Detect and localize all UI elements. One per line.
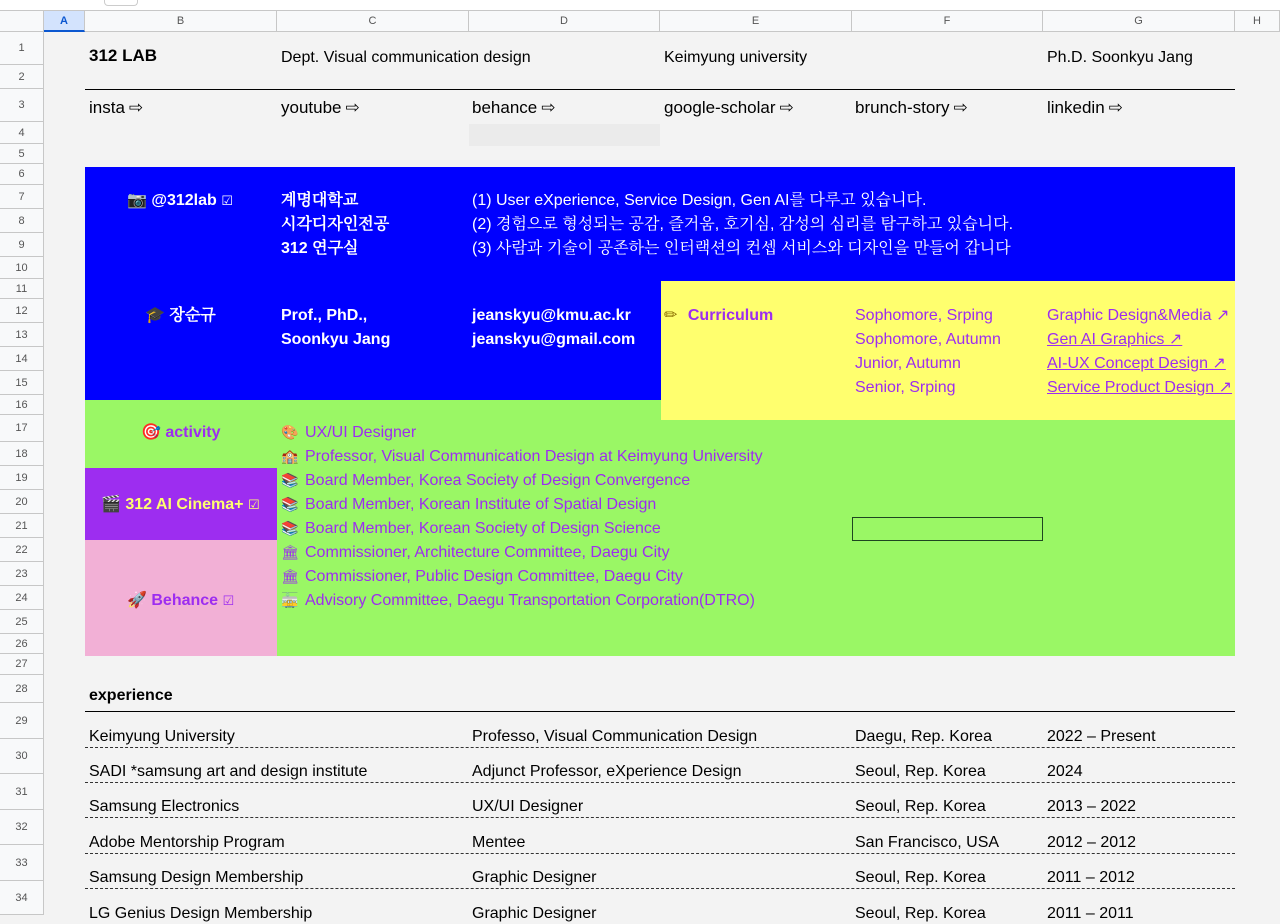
experience-org: LG Genius Design Membership [89, 905, 313, 922]
activity-item-text: Board Member, Korea Society of Design Convergence [305, 472, 691, 489]
row-header-16[interactable]: 16 [0, 395, 44, 415]
experience-place: Seoul, Rep. Korea [855, 798, 986, 815]
link-linkedin[interactable] [1047, 98, 1123, 118]
curriculum-term: Sophomore, Autumn [855, 331, 1001, 348]
experience-org: Adobe Mentorship Program [89, 834, 285, 851]
rocket-icon: 🚀 [127, 592, 147, 609]
university-text: Keimyung university [664, 49, 808, 66]
course-link[interactable]: Gen AI Graphics ↗ [1047, 331, 1183, 348]
row-header-2[interactable]: 2 [0, 65, 44, 89]
experience-org: Samsung Electronics [89, 798, 240, 815]
activity-item [281, 495, 656, 515]
experience-role: Mentee [472, 834, 526, 851]
row-header-20[interactable]: 20 [0, 490, 44, 514]
course-link[interactable]: Service Product Design ↗ [1047, 379, 1233, 396]
experience-period: 2022 – Present [1047, 728, 1156, 745]
row-header-18[interactable]: 18 [0, 442, 44, 466]
row-header-4[interactable]: 4 [0, 122, 44, 144]
activity-item-icon: 📚 [281, 473, 299, 489]
header-divider [85, 89, 1235, 90]
column-header-c[interactable]: C [277, 10, 469, 32]
graduation-cap-icon: 🎓 [145, 307, 165, 324]
row-header-23[interactable]: 23 [0, 562, 44, 586]
activity-item [281, 519, 661, 539]
row-header-1[interactable]: 1 [0, 32, 44, 65]
row-divider [85, 747, 1235, 748]
activity-item-text: Board Member, Korean Society of Design Science [305, 520, 661, 537]
row-header-26[interactable]: 26 [0, 634, 44, 654]
row-header-28[interactable]: 28 [0, 675, 44, 703]
activity-item-text: Commissioner, Public Design Committee, Daegu City [305, 568, 683, 585]
curriculum-term: Senior, Srping [855, 379, 956, 396]
curriculum-term: Junior, Autumn [855, 355, 961, 372]
activity-item-icon: 🚋 [281, 593, 299, 609]
row-divider [85, 853, 1235, 854]
link-behance[interactable] [472, 98, 555, 118]
email-2[interactable]: jeanskyu@gmail.com [472, 331, 636, 348]
experience-period: 2011 – 2011 [1047, 905, 1134, 922]
row-header-30[interactable]: 30 [0, 739, 44, 774]
target-icon: 🎯 [141, 424, 161, 441]
link-google-scholar[interactable] [664, 98, 794, 118]
column-header-h[interactable]: H [1235, 10, 1280, 32]
link-label: linkedin [1047, 98, 1105, 117]
course-link[interactable]: Graphic Design&Media ↗ [1047, 307, 1230, 324]
activity-block [85, 400, 661, 420]
row-header-11[interactable]: 11 [0, 279, 44, 299]
row-header-9[interactable]: 9 [0, 233, 44, 257]
experience-place: San Francisco, USA [855, 834, 1000, 851]
activity-item [281, 471, 690, 491]
experience-period: 2012 – 2012 [1047, 834, 1136, 851]
column-header-a[interactable]: A [44, 10, 85, 32]
activity-item [281, 543, 670, 563]
experience-divider [85, 711, 1235, 712]
activity-item-icon: 📚 [281, 521, 299, 537]
link-label: youtube [281, 98, 342, 117]
pencil-icon: ✏ [664, 307, 678, 324]
row-header-8[interactable]: 8 [0, 209, 44, 233]
experience-place: Daegu, Rep. Korea [855, 728, 992, 745]
camera-icon: 📷 [127, 192, 147, 209]
handle-text: @312lab [151, 192, 217, 209]
link-insta[interactable] [89, 98, 143, 118]
arrow-right-icon: ⇨ [128, 98, 144, 117]
clapper-icon: 🎬 [101, 496, 121, 513]
experience-place: Seoul, Rep. Korea [855, 869, 986, 886]
row-divider [85, 817, 1235, 818]
activity-item-icon: 🎨 [281, 425, 299, 441]
experience-place: Seoul, Rep. Korea [855, 763, 986, 780]
experience-role: Adjunct Professor, eXperience Design [472, 763, 742, 780]
row-header-17[interactable]: 17 [0, 415, 44, 442]
column-header-b[interactable]: B [85, 10, 277, 32]
activity-item [281, 423, 416, 443]
activity-item-icon: 📚 [281, 497, 299, 513]
experience-period: 2013 – 2022 [1047, 798, 1136, 815]
org-line-1: 계명대학교 [281, 192, 359, 209]
desc-line-1: (1) User eXperience, Service Design, Gen AI를 다루고 있습니다. [472, 192, 927, 209]
checkbox-icon: ☑ [247, 497, 260, 512]
row-header-27[interactable]: 27 [0, 654, 44, 675]
row-header-24[interactable]: 24 [0, 586, 44, 610]
email-1[interactable]: jeanskyu@kmu.ac.kr [472, 307, 631, 324]
experience-title: experience [89, 687, 173, 704]
activity-item-icon: 🏛 [281, 545, 299, 561]
experience-org: Keimyung University [89, 728, 235, 745]
row-header-13[interactable]: 13 [0, 323, 44, 347]
curriculum-term: Sophomore, Srping [855, 307, 993, 324]
arrow-right-icon: ⇨ [1108, 98, 1123, 117]
activity-item-icon: 🏛 [281, 569, 299, 585]
activity-item-text: Board Member, Korean Institute of Spatial Design [305, 496, 657, 513]
row-divider [85, 782, 1235, 783]
link-youtube[interactable] [281, 98, 360, 118]
row-header-31[interactable]: 31 [0, 774, 44, 810]
checkbox-icon: ☑ [221, 193, 233, 208]
experience-period: 2024 [1047, 763, 1083, 780]
row-header-34[interactable]: 34 [0, 881, 44, 915]
row-header-12[interactable]: 12 [0, 299, 44, 323]
experience-org: Samsung Design Membership [89, 869, 304, 886]
activity-item-text: Commissioner, Architecture Committee, Daegu City [305, 544, 670, 561]
activity-item [281, 447, 763, 467]
activity-label [141, 423, 221, 443]
activity-item [281, 591, 755, 611]
lab-title: 312 LAB [89, 46, 158, 65]
profile-name-kr [145, 306, 216, 326]
dept-text: Dept. Visual communication design [281, 49, 531, 66]
cinema-text: 312 AI Cinema+ [125, 496, 244, 513]
curriculum-label [664, 306, 773, 326]
link-label: insta [89, 98, 125, 117]
row-header-25[interactable]: 25 [0, 610, 44, 634]
desc-line-3: (3) 사람과 기술이 공존하는 인터랙션의 컨셉 서비스와 디자인을 만들어 갑니다 [472, 240, 1011, 257]
row-header-32[interactable]: 32 [0, 810, 44, 845]
row-header-6[interactable]: 6 [0, 164, 44, 185]
instagram-handle[interactable] [127, 191, 233, 211]
person-text: Ph.D. Soonkyu Jang [1047, 49, 1193, 66]
column-header-f[interactable]: F [852, 10, 1043, 32]
activity-item-text: Professor, Visual Communication Design at Keimyung University [305, 448, 763, 465]
activity-item [281, 567, 683, 587]
arrow-right-icon: ⇨ [779, 98, 794, 117]
curriculum-text: Curriculum [687, 307, 774, 324]
link-brunch-story[interactable] [855, 98, 968, 118]
experience-role: UX/UI Designer [472, 798, 584, 815]
column-header-d[interactable]: D [469, 10, 660, 32]
row-header-15[interactable]: 15 [0, 371, 44, 395]
name-kr-text: 장순규 [169, 307, 216, 324]
row-header-3[interactable]: 3 [0, 89, 44, 122]
select-all-corner[interactable] [0, 10, 44, 32]
experience-role: Graphic Designer [472, 905, 597, 922]
arrow-right-icon: ⇨ [541, 98, 556, 117]
title-line-1: Prof., PhD., [281, 307, 368, 324]
checkbox-icon: ☑ [222, 593, 235, 608]
activity-item-text: UX/UI Designer [305, 424, 417, 441]
behance-text: Behance [151, 592, 219, 609]
title-line-2: Soonkyu Jang [281, 331, 391, 348]
row-header-5[interactable]: 5 [0, 144, 44, 164]
row-header-21[interactable]: 21 [0, 514, 44, 538]
link-label: brunch-story [855, 98, 950, 117]
row-header-19[interactable]: 19 [0, 466, 44, 490]
behance-link[interactable] [127, 591, 234, 611]
arrow-right-icon: ⇨ [345, 98, 360, 117]
curriculum-block [661, 281, 1235, 420]
activity-item-icon: 🏫 [281, 449, 299, 465]
selected-cell[interactable] [852, 517, 1043, 541]
tab-stub [104, 0, 138, 6]
desc-line-2: (2) 경험으로 형성되는 공감, 즐거움, 호기심, 감성의 심리를 탐구하고 있습니다. [472, 216, 1014, 233]
cinema-link[interactable] [101, 495, 260, 515]
column-header-e[interactable]: E [660, 10, 852, 32]
experience-role: Graphic Designer [472, 869, 597, 886]
row-header-22[interactable]: 22 [0, 538, 44, 562]
arrow-right-icon: ⇨ [953, 98, 968, 117]
row-header-29[interactable]: 29 [0, 703, 44, 739]
column-header-g[interactable]: G [1043, 10, 1235, 32]
row-header-14[interactable]: 14 [0, 347, 44, 371]
activity-item-text: Advisory Committee, Daegu Transportation Corporation(DTRO) [305, 592, 755, 609]
experience-org: SADI *samsung art and design institute [89, 763, 368, 780]
link-label: behance [472, 98, 538, 117]
experience-role: Professo, Visual Communication Design [472, 728, 758, 745]
row-header-7[interactable]: 7 [0, 185, 44, 209]
row-header-33[interactable]: 33 [0, 845, 44, 881]
row-divider [85, 888, 1235, 889]
experience-period: 2011 – 2012 [1047, 869, 1135, 886]
experience-place: Seoul, Rep. Korea [855, 905, 986, 922]
row-header-10[interactable]: 10 [0, 257, 44, 279]
link-label: google-scholar [664, 98, 776, 117]
org-line-2: 시각디자인전공 [281, 216, 390, 233]
course-link[interactable]: AI-UX Concept Design ↗ [1047, 355, 1226, 372]
org-line-3: 312 연구실 [281, 240, 359, 257]
toolbar-strip [0, 0, 1280, 10]
activity-text: activity [165, 424, 221, 441]
behance-link-cell-shade [469, 124, 660, 146]
